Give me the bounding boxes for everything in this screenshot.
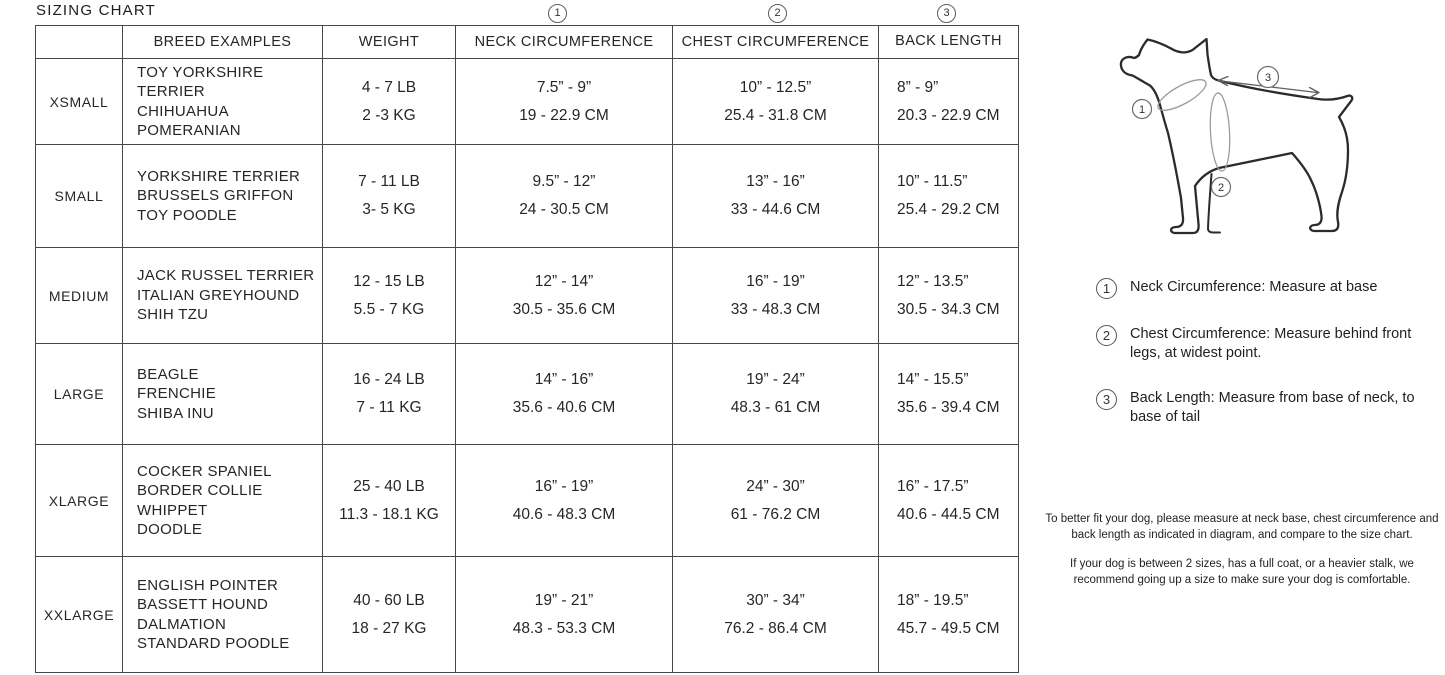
diagram-marker-2 — [1212, 178, 1231, 197]
breeds-cell: COCKER SPANIEL BORDER COLLIE WHIPPET DOODLE — [123, 445, 323, 557]
chest-cell: 30” - 34” 76.2 - 86.4 CM — [673, 557, 879, 673]
svg-text:2: 2 — [1217, 182, 1225, 194]
legend-marker-1: 1 — [1096, 278, 1117, 299]
column-marker-2: 2 — [768, 4, 787, 23]
header-back-length: BACK LENGTH — [879, 26, 1019, 59]
back-cell: 18” - 19.5” 45.7 - 49.5 CM — [879, 557, 1019, 673]
header-row — [36, 26, 1019, 59]
svg-text:1: 1 — [1138, 104, 1146, 116]
weight-cell: 16 - 24 LB 7 - 11 KG — [323, 344, 456, 445]
header-breed-examples: BREED EXAMPLES — [123, 26, 323, 59]
column-marker-3: 3 — [937, 4, 956, 23]
weight-cell: 40 - 60 LB 18 - 27 KG — [323, 557, 456, 673]
weight-cell: 4 - 7 LB 2 -3 KG — [323, 59, 456, 145]
legend-item-neck — [1096, 278, 1441, 299]
fit-note-measure: To better fit your dog, please measure at neck base, chest circumference and back length as indicated in diagram, and compare to the size chart. — [1045, 513, 1439, 541]
weight-cell: 25 - 40 LB 11.3 - 18.1 KG — [323, 445, 456, 557]
neck-cell: 16” - 19” 40.6 - 48.3 CM — [456, 445, 673, 557]
header-chest-circumference: CHEST CIRCUMFERENCE — [673, 26, 879, 59]
size-cell: LARGE — [36, 344, 123, 445]
header-size — [36, 26, 123, 59]
breeds-cell: TOY YORKSHIRE TERRIER CHIHUAHUA POMERANIAN — [123, 59, 323, 145]
chest-measure-ellipse — [1208, 93, 1231, 172]
chest-cell: 13” - 16” 33 - 44.6 CM — [673, 145, 879, 248]
legend-item-chest — [1096, 325, 1441, 363]
neck-cell: 7.5” - 9” 19 - 22.9 CM — [456, 59, 673, 145]
fit-note-between-sizes: If your dog is between 2 sizes, has a full coat, or a heavier stalk, we recommend going up a size to make sure your dog is comfortable. — [1070, 558, 1414, 586]
weight-cell: 12 - 15 LB 5.5 - 7 KG — [323, 248, 456, 344]
table-row — [36, 145, 1019, 248]
size-cell: MEDIUM — [36, 248, 123, 344]
legend-marker-3: 3 — [1096, 389, 1117, 410]
size-cell: SMALL — [36, 145, 123, 248]
back-cell: 8” - 9” 20.3 - 22.9 CM — [879, 59, 1019, 145]
neck-cell: 14” - 16” 35.6 - 40.6 CM — [456, 344, 673, 445]
diagram-marker-3 — [1258, 67, 1279, 88]
neck-cell: 12” - 14” 30.5 - 35.6 CM — [456, 248, 673, 344]
neck-cell: 19” - 21” 48.3 - 53.3 CM — [456, 557, 673, 673]
table-row — [36, 445, 1019, 557]
legend-text-neck: Neck Circumference: Measure at base — [1130, 279, 1378, 295]
back-cell: 16” - 17.5” 40.6 - 44.5 CM — [879, 445, 1019, 557]
legend-text-back: Back Length: Measure from base of neck, to base of tail — [1130, 390, 1415, 425]
size-cell: XSMALL — [36, 59, 123, 145]
breeds-cell: JACK RUSSEL TERRIER ITALIAN GREYHOUND SHIH TZU — [123, 248, 323, 344]
chest-cell: 19” - 24” 48.3 - 61 CM — [673, 344, 879, 445]
breeds-cell: ENGLISH POINTER BASSETT HOUND DALMATION STANDARD POODLE — [123, 557, 323, 673]
weight-cell: 7 - 11 LB 3- 5 KG — [323, 145, 456, 248]
neck-cell: 9.5” - 12” 24 - 30.5 CM — [456, 145, 673, 248]
header-weight: WEIGHT — [323, 26, 456, 59]
header-neck-circumference: NECK CIRCUMFERENCE — [456, 26, 673, 59]
dog-measurement-diagram — [1090, 28, 1375, 263]
column-marker-1: 1 — [548, 4, 567, 23]
table-row — [36, 59, 1019, 145]
back-cell: 10” - 11.5” 25.4 - 29.2 CM — [879, 145, 1019, 248]
breeds-cell: BEAGLE FRENCHIE SHIBA INU — [123, 344, 323, 445]
svg-text:3: 3 — [1264, 72, 1272, 84]
legend-item-back — [1096, 389, 1441, 427]
diagram-marker-1 — [1133, 100, 1152, 119]
table-row — [36, 557, 1019, 673]
fit-notes — [1040, 512, 1444, 588]
measurement-legend — [1096, 278, 1441, 427]
legend-text-chest: Chest Circumference: Measure behind front legs, at widest point. — [1130, 326, 1412, 361]
neck-measure-ellipse — [1154, 74, 1210, 116]
chest-cell: 10” - 12.5” 25.4 - 31.8 CM — [673, 59, 879, 145]
table-row — [36, 248, 1019, 344]
size-cell: XLARGE — [36, 445, 123, 557]
legend-marker-2: 2 — [1096, 325, 1117, 346]
size-cell: XXLARGE — [36, 557, 123, 673]
back-cell: 12” - 13.5” 30.5 - 34.3 CM — [879, 248, 1019, 344]
page-title: SIZING CHART — [36, 2, 156, 19]
table-row — [36, 344, 1019, 445]
breeds-cell: YORKSHIRE TERRIER BRUSSELS GRIFFON TOY POODLE — [123, 145, 323, 248]
dog-outline — [1121, 39, 1352, 233]
back-cell: 14” - 15.5” 35.6 - 39.4 CM — [879, 344, 1019, 445]
chest-cell: 16” - 19” 33 - 48.3 CM — [673, 248, 879, 344]
chest-cell: 24” - 30” 61 - 76.2 CM — [673, 445, 879, 557]
sizing-table — [35, 25, 1019, 673]
